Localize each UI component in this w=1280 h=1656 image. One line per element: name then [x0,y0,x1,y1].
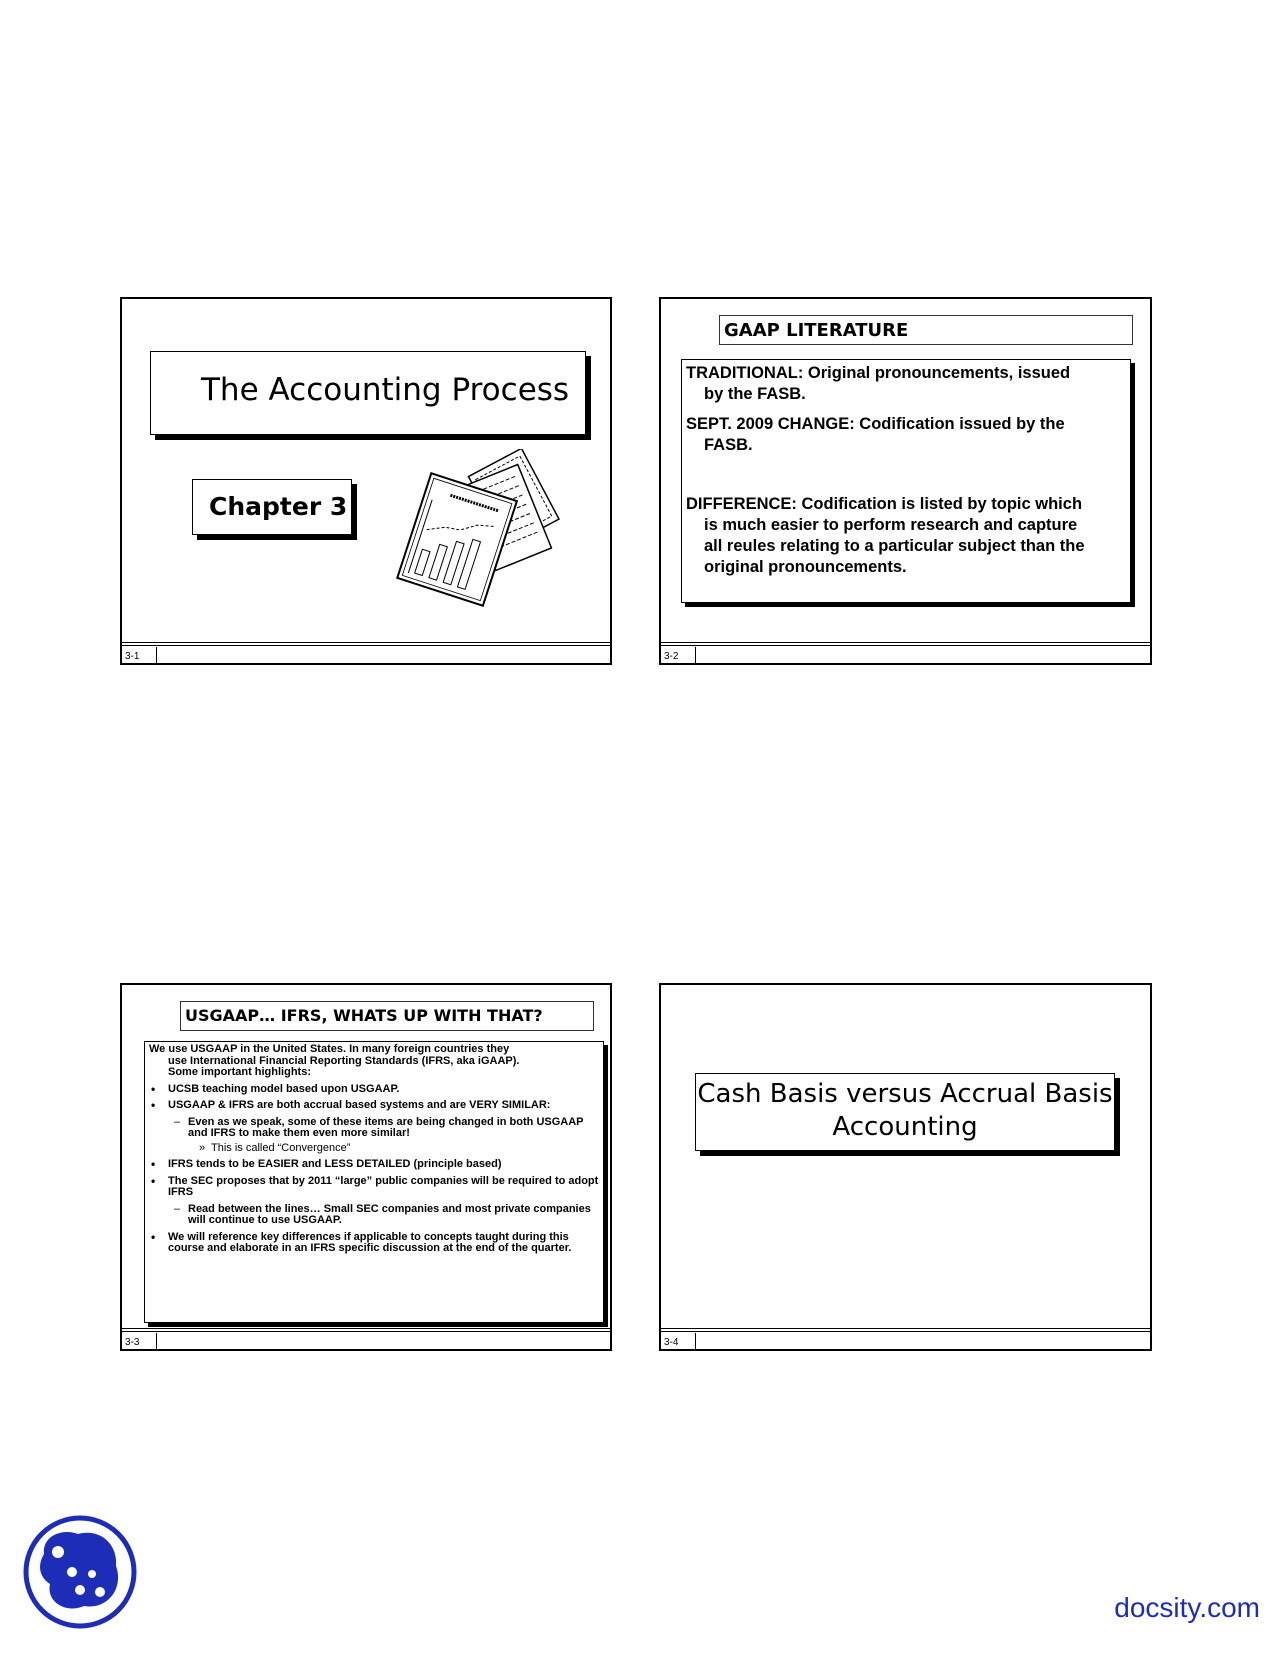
slide-title-box [150,351,586,435]
list-item: • We will reference key differences if applicable to concepts taught during this course and elaborate in an IFRS specific discussion at the end of the quarter. [149,1232,599,1255]
content-box [144,1041,604,1323]
list-item: • The SEC proposes that by 2011 “large” public companies will be required to adopt IFRS [149,1176,599,1199]
docsity-logo-icon[interactable] [22,1514,138,1630]
slide-3-3 [120,983,612,1351]
slide-title: Cash Basis versus Accrual Basis Accounting [697,1079,1113,1142]
chapter-box [192,479,352,535]
slide-number: 3-4 [664,1337,679,1348]
slide-3-2 [659,297,1152,665]
slide-number: 3-3 [125,1337,140,1348]
slide-3-4 [659,983,1152,1351]
list-item: • IFRS tends to be EASIER and LESS DETAILED (principle based) [149,1159,599,1171]
paragraph-difference: DIFFERENCE: Codification is listed by topic which is much easier to perform research and capture all reules relating to a particular subject than the original pronouncements. [686,495,1085,576]
paragraph-traditional: TRADITIONAL: Original pronouncements, issued by the FASB. [686,364,1071,403]
paragraph-change: SEPT. 2009 CHANGE: Codification issued by the FASB. [686,415,1065,454]
slide-title: GAAP LITERATURE [724,320,909,341]
list-item: • UCSB teaching model based upon USGAAP. [149,1084,599,1096]
slide-footer [122,1331,610,1349]
list-subitem: – Read between the lines… Small SEC companies and most private companies will continue to use USGAAP. [149,1204,599,1227]
chapter-label: Chapter 3 [209,492,348,521]
slide-footer [661,645,1150,663]
slide-footer [661,1331,1150,1349]
slide-title-box [719,315,1133,345]
intro-text: We use USGAAP in the United States. In many foreign countries they use International Financial Reporting Standards (IFRS, aka iGAAP). Some important highlights: [149,1043,520,1078]
list-subsubitem: » This is called “Convergence” [149,1143,599,1155]
slide-number: 3-1 [125,651,140,662]
slide-title-box [180,1001,594,1031]
list-item: • USGAAP & IFRS are both accrual based systems and are VERY SIMILAR: [149,1100,599,1112]
slide-title: USGAAP… IFRS, WHATS UP WITH THAT? [185,1006,543,1025]
slide-title-box [695,1073,1115,1151]
slide-footer [122,645,610,663]
docsity-site-link[interactable]: docsity.com [1114,1592,1260,1623]
slide-3-1 [120,297,612,665]
content-box [681,359,1131,603]
slide-number: 3-2 [664,651,679,662]
slide-title: The Accounting Process [201,372,570,408]
list-subitem: – Even as we speak, some of these items are being changed in both USGAAP and IFRS to make them even more similar! [149,1117,599,1140]
chart-papers-icon [394,449,564,609]
